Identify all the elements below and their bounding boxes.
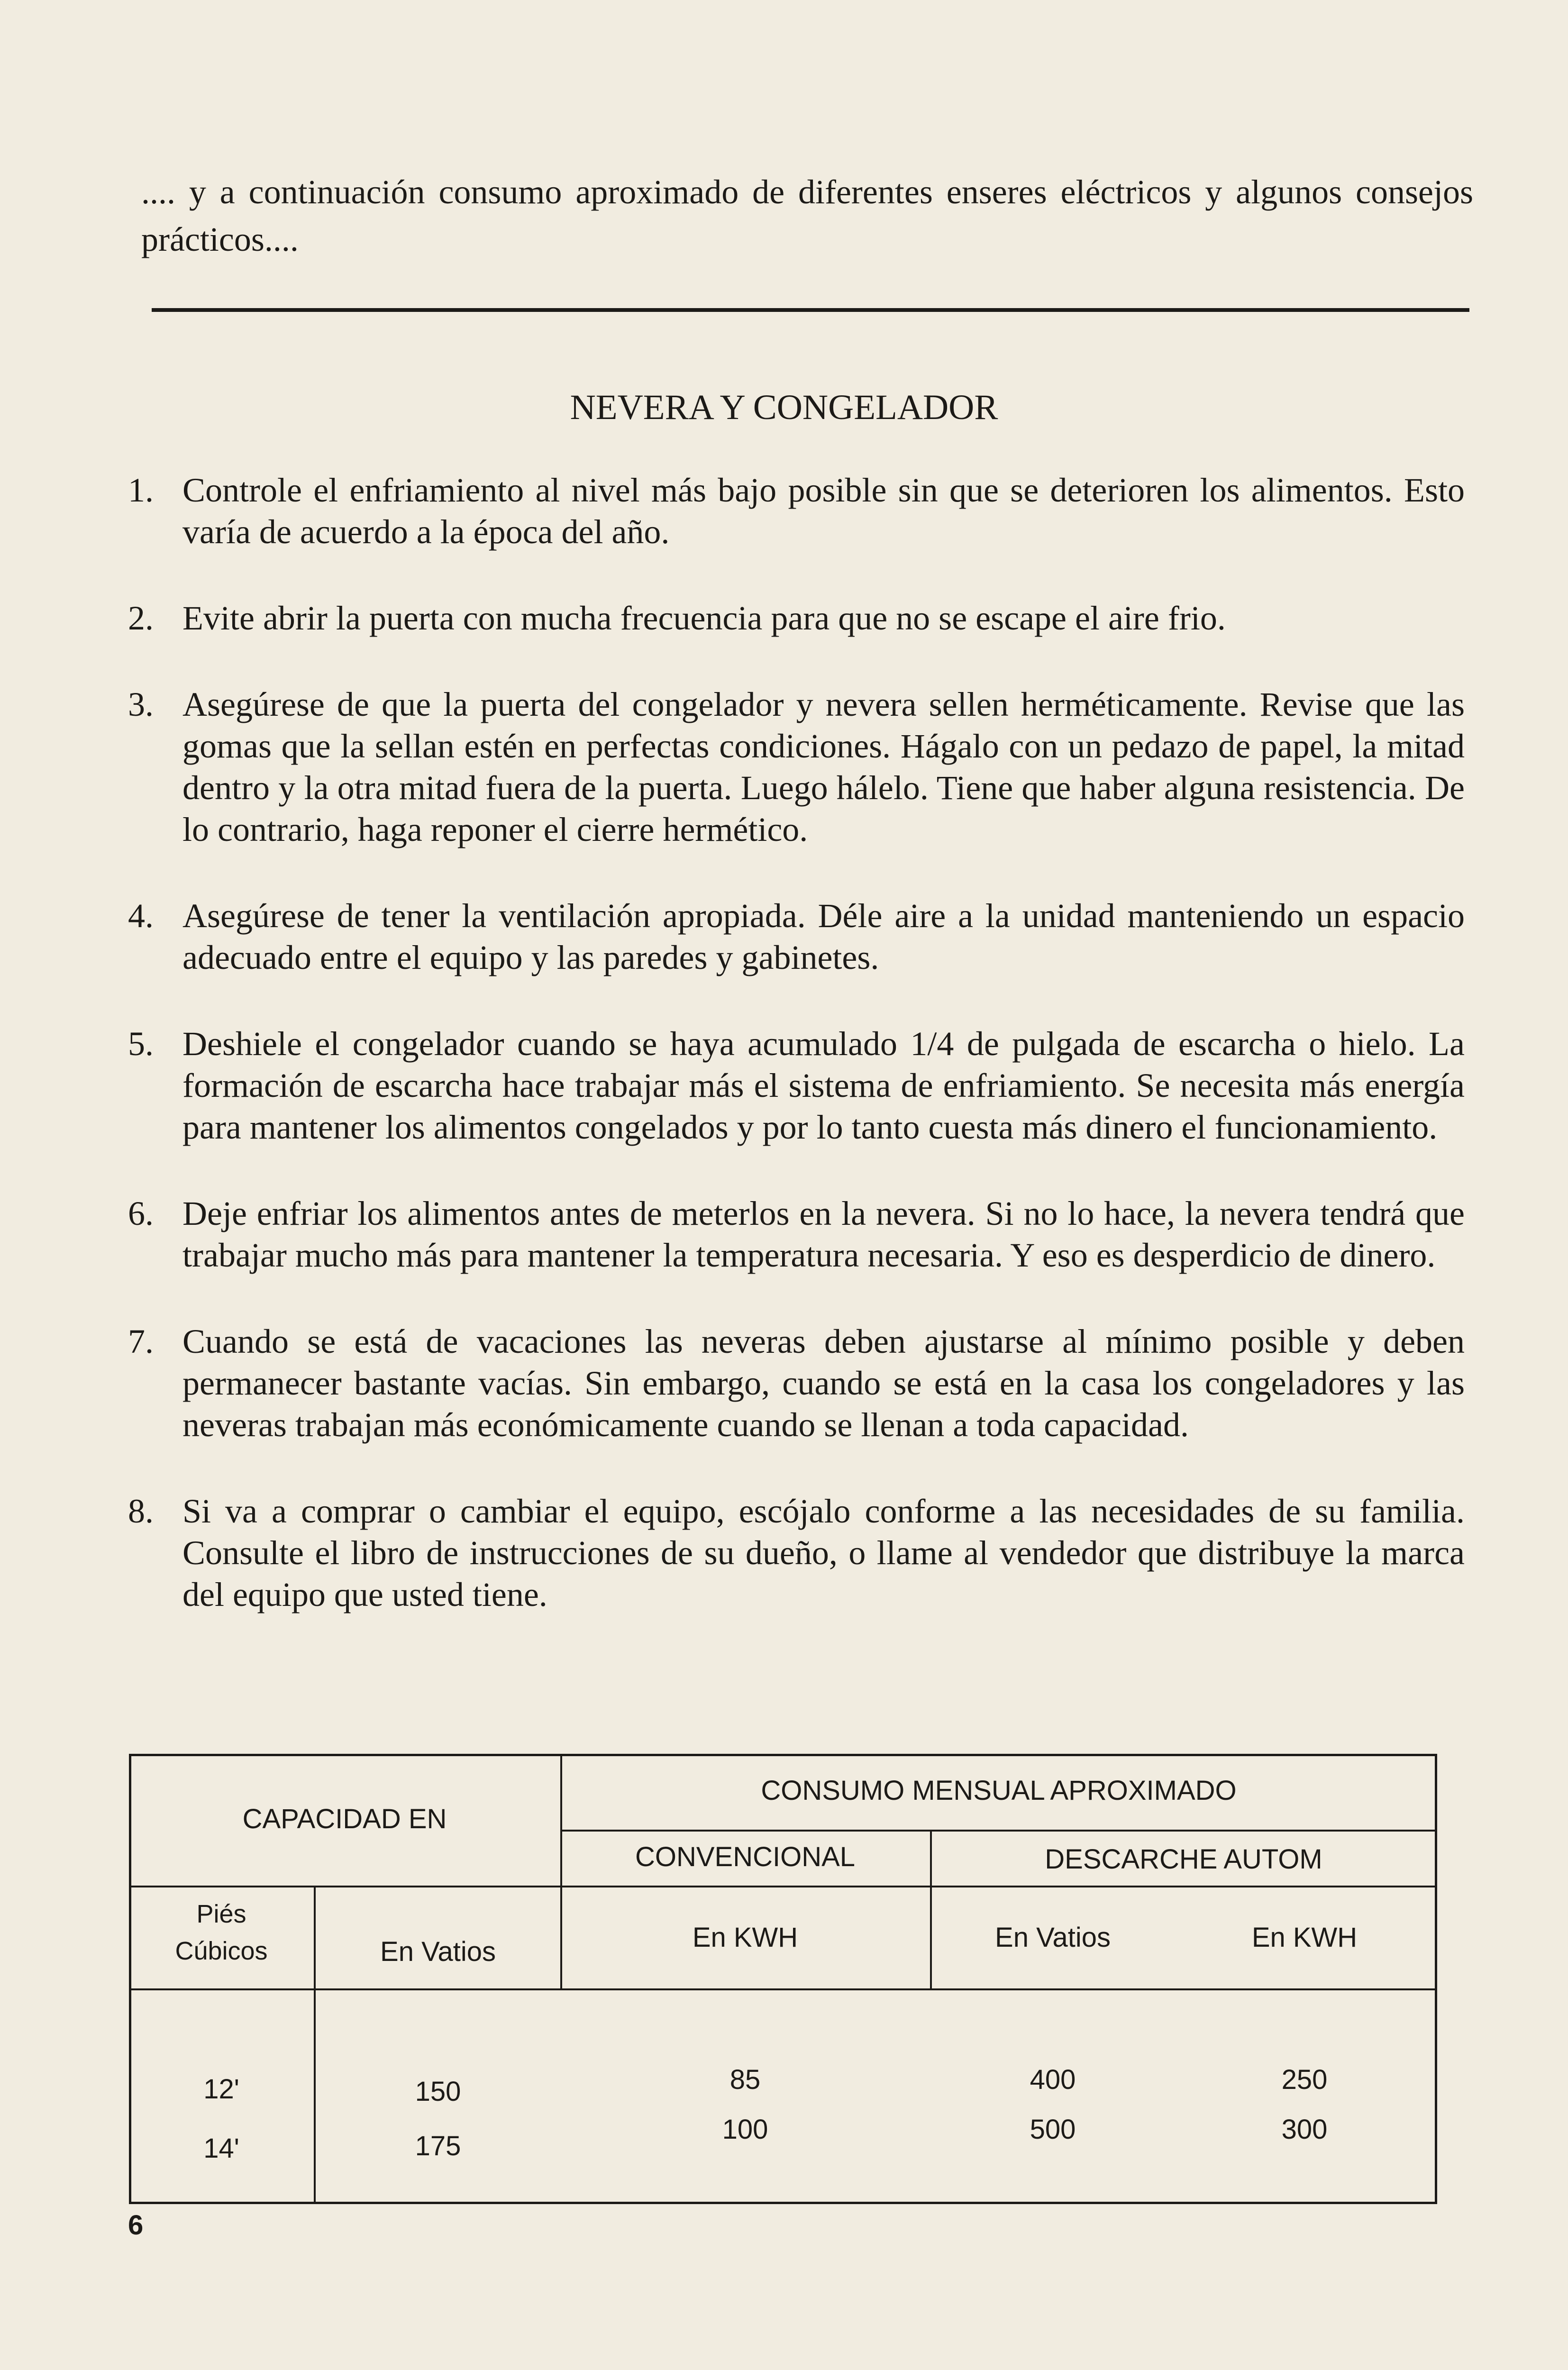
row-kwh-desc: 300 bbox=[1281, 2114, 1328, 2145]
table-line bbox=[129, 1886, 560, 1887]
page-number: 6 bbox=[128, 2210, 144, 2241]
tips-list bbox=[128, 469, 1465, 1660]
tip-item bbox=[128, 1023, 1465, 1148]
row-pies: 14' bbox=[203, 2133, 239, 2164]
tip-number: 1. bbox=[128, 471, 154, 509]
row-kwh-desc: 250 bbox=[1281, 2064, 1328, 2095]
row-vatios: 175 bbox=[415, 2131, 461, 2161]
header-convencional: CONVENCIONAL bbox=[635, 1841, 856, 1872]
tip-text: Asegúrese de tener la ventilación apropiada. Déle aire a la unidad manteniendo un espacio adecuado entre el equipo y las paredes y gabinetes. bbox=[182, 897, 1465, 976]
header-kwh-desc: En KWH bbox=[1251, 1922, 1358, 1953]
row-kwh-conv: 100 bbox=[722, 2114, 768, 2145]
tip-number: 5. bbox=[128, 1025, 154, 1063]
row-vatios-desc: 500 bbox=[1030, 2114, 1076, 2145]
tip-text: Deje enfriar los alimentos antes de meterlos en la nevera. Si no lo hace, la nevera tendrá que trabajar mucho más para mantener la temperatura necesaria. Y eso es desperdicio de dinero. bbox=[182, 1194, 1465, 1274]
tip-text: Deshiele el congelador cuando se haya acumulado 1/4 de pulgada de escarcha o hielo. La formación de escarcha hace trabajar más el sistema de enfriamiento. Se necesita más energía para mantener los alimentos congelados y por lo tanto cuesta más dinero el funcionamiento. bbox=[182, 1025, 1465, 1146]
row-pies: 12' bbox=[203, 2074, 239, 2105]
tip-item bbox=[128, 469, 1465, 553]
row-vatios-desc: 400 bbox=[1030, 2064, 1076, 2095]
row-vatios: 150 bbox=[415, 2076, 461, 2107]
tip-text: Controle el enfriamiento al nivel más bajo posible sin que se deterioren los alimentos. Esto varía de acuerdo a la época del año. bbox=[182, 471, 1465, 551]
tip-item bbox=[128, 684, 1465, 850]
header-vatios: En Vatios bbox=[380, 1936, 496, 1967]
tip-number: 3. bbox=[128, 685, 154, 723]
intro-text: .... y a continuación consumo aproximado de diferentes enseres eléctricos y algunos consejos prácticos.... bbox=[141, 173, 1473, 258]
tip-number: 7. bbox=[128, 1322, 154, 1360]
tip-number: 4. bbox=[128, 897, 154, 935]
header-consumo: CONSUMO MENSUAL APROXIMADO bbox=[761, 1775, 1237, 1806]
section-title: NEVERA Y CONGELADOR bbox=[570, 388, 998, 427]
tip-item bbox=[128, 597, 1465, 639]
table-border bbox=[129, 2202, 1437, 2204]
table-line bbox=[560, 1886, 1437, 1887]
tip-text: Asegúrese de que la puerta del congelador y nevera sellen herméticamente. Revise que las gomas que la sellan estén en perfectas condiciones. Hágalo con un pedazo de papel, la mitad dentro y la otra mitad fuera de la puerta. Luego hálelo. Tiene que haber alguna resistencia. De lo contrario, haga reponer el cierre hermético. bbox=[182, 685, 1465, 848]
tip-number: 8. bbox=[128, 1492, 154, 1530]
header-pies-line1: Piés bbox=[196, 1900, 246, 1928]
tip-item bbox=[128, 1321, 1465, 1446]
row-kwh-conv: 85 bbox=[729, 2064, 761, 2095]
consumption-table bbox=[129, 1754, 1437, 2204]
tip-number: 6. bbox=[128, 1194, 154, 1232]
separator-line bbox=[152, 308, 1469, 312]
tip-item bbox=[128, 1490, 1465, 1615]
tip-text: Cuando se está de vacaciones las neveras deben ajustarse al mínimo posible y deben permanecer bastante vacías. Sin embargo, cuando se está en la casa los congeladores y las neveras trabajan más económicamente cuando se llenan a toda capacidad. bbox=[182, 1322, 1465, 1444]
header-descarche: DESCARCHE AUTOM bbox=[1045, 1844, 1322, 1875]
table-line bbox=[129, 1988, 1437, 1990]
header-pies bbox=[129, 1898, 314, 1967]
header-kwh-conv: En KWH bbox=[692, 1922, 798, 1953]
tip-text: Evite abrir la puerta con mucha frecuencia para que no se escape el aire frio. bbox=[182, 599, 1226, 637]
tip-number: 2. bbox=[128, 599, 154, 637]
table-border bbox=[129, 1754, 1437, 1756]
header-pies-line2: Cúbicos bbox=[175, 1937, 268, 1965]
tip-item bbox=[128, 1193, 1465, 1276]
table-line bbox=[560, 1830, 1437, 1832]
header-capacidad: CAPACIDAD EN bbox=[242, 1804, 447, 1834]
tip-text: Si va a comprar o cambiar el equipo, escójalo conforme a las necesidades de su familia. Consulte el libro de instrucciones de su dueño, o llame al vendedor que distribuye la marca del equipo que usted tiene. bbox=[182, 1492, 1465, 1613]
tip-item bbox=[128, 895, 1465, 978]
header-vatios-desc: En Vatios bbox=[995, 1922, 1111, 1953]
